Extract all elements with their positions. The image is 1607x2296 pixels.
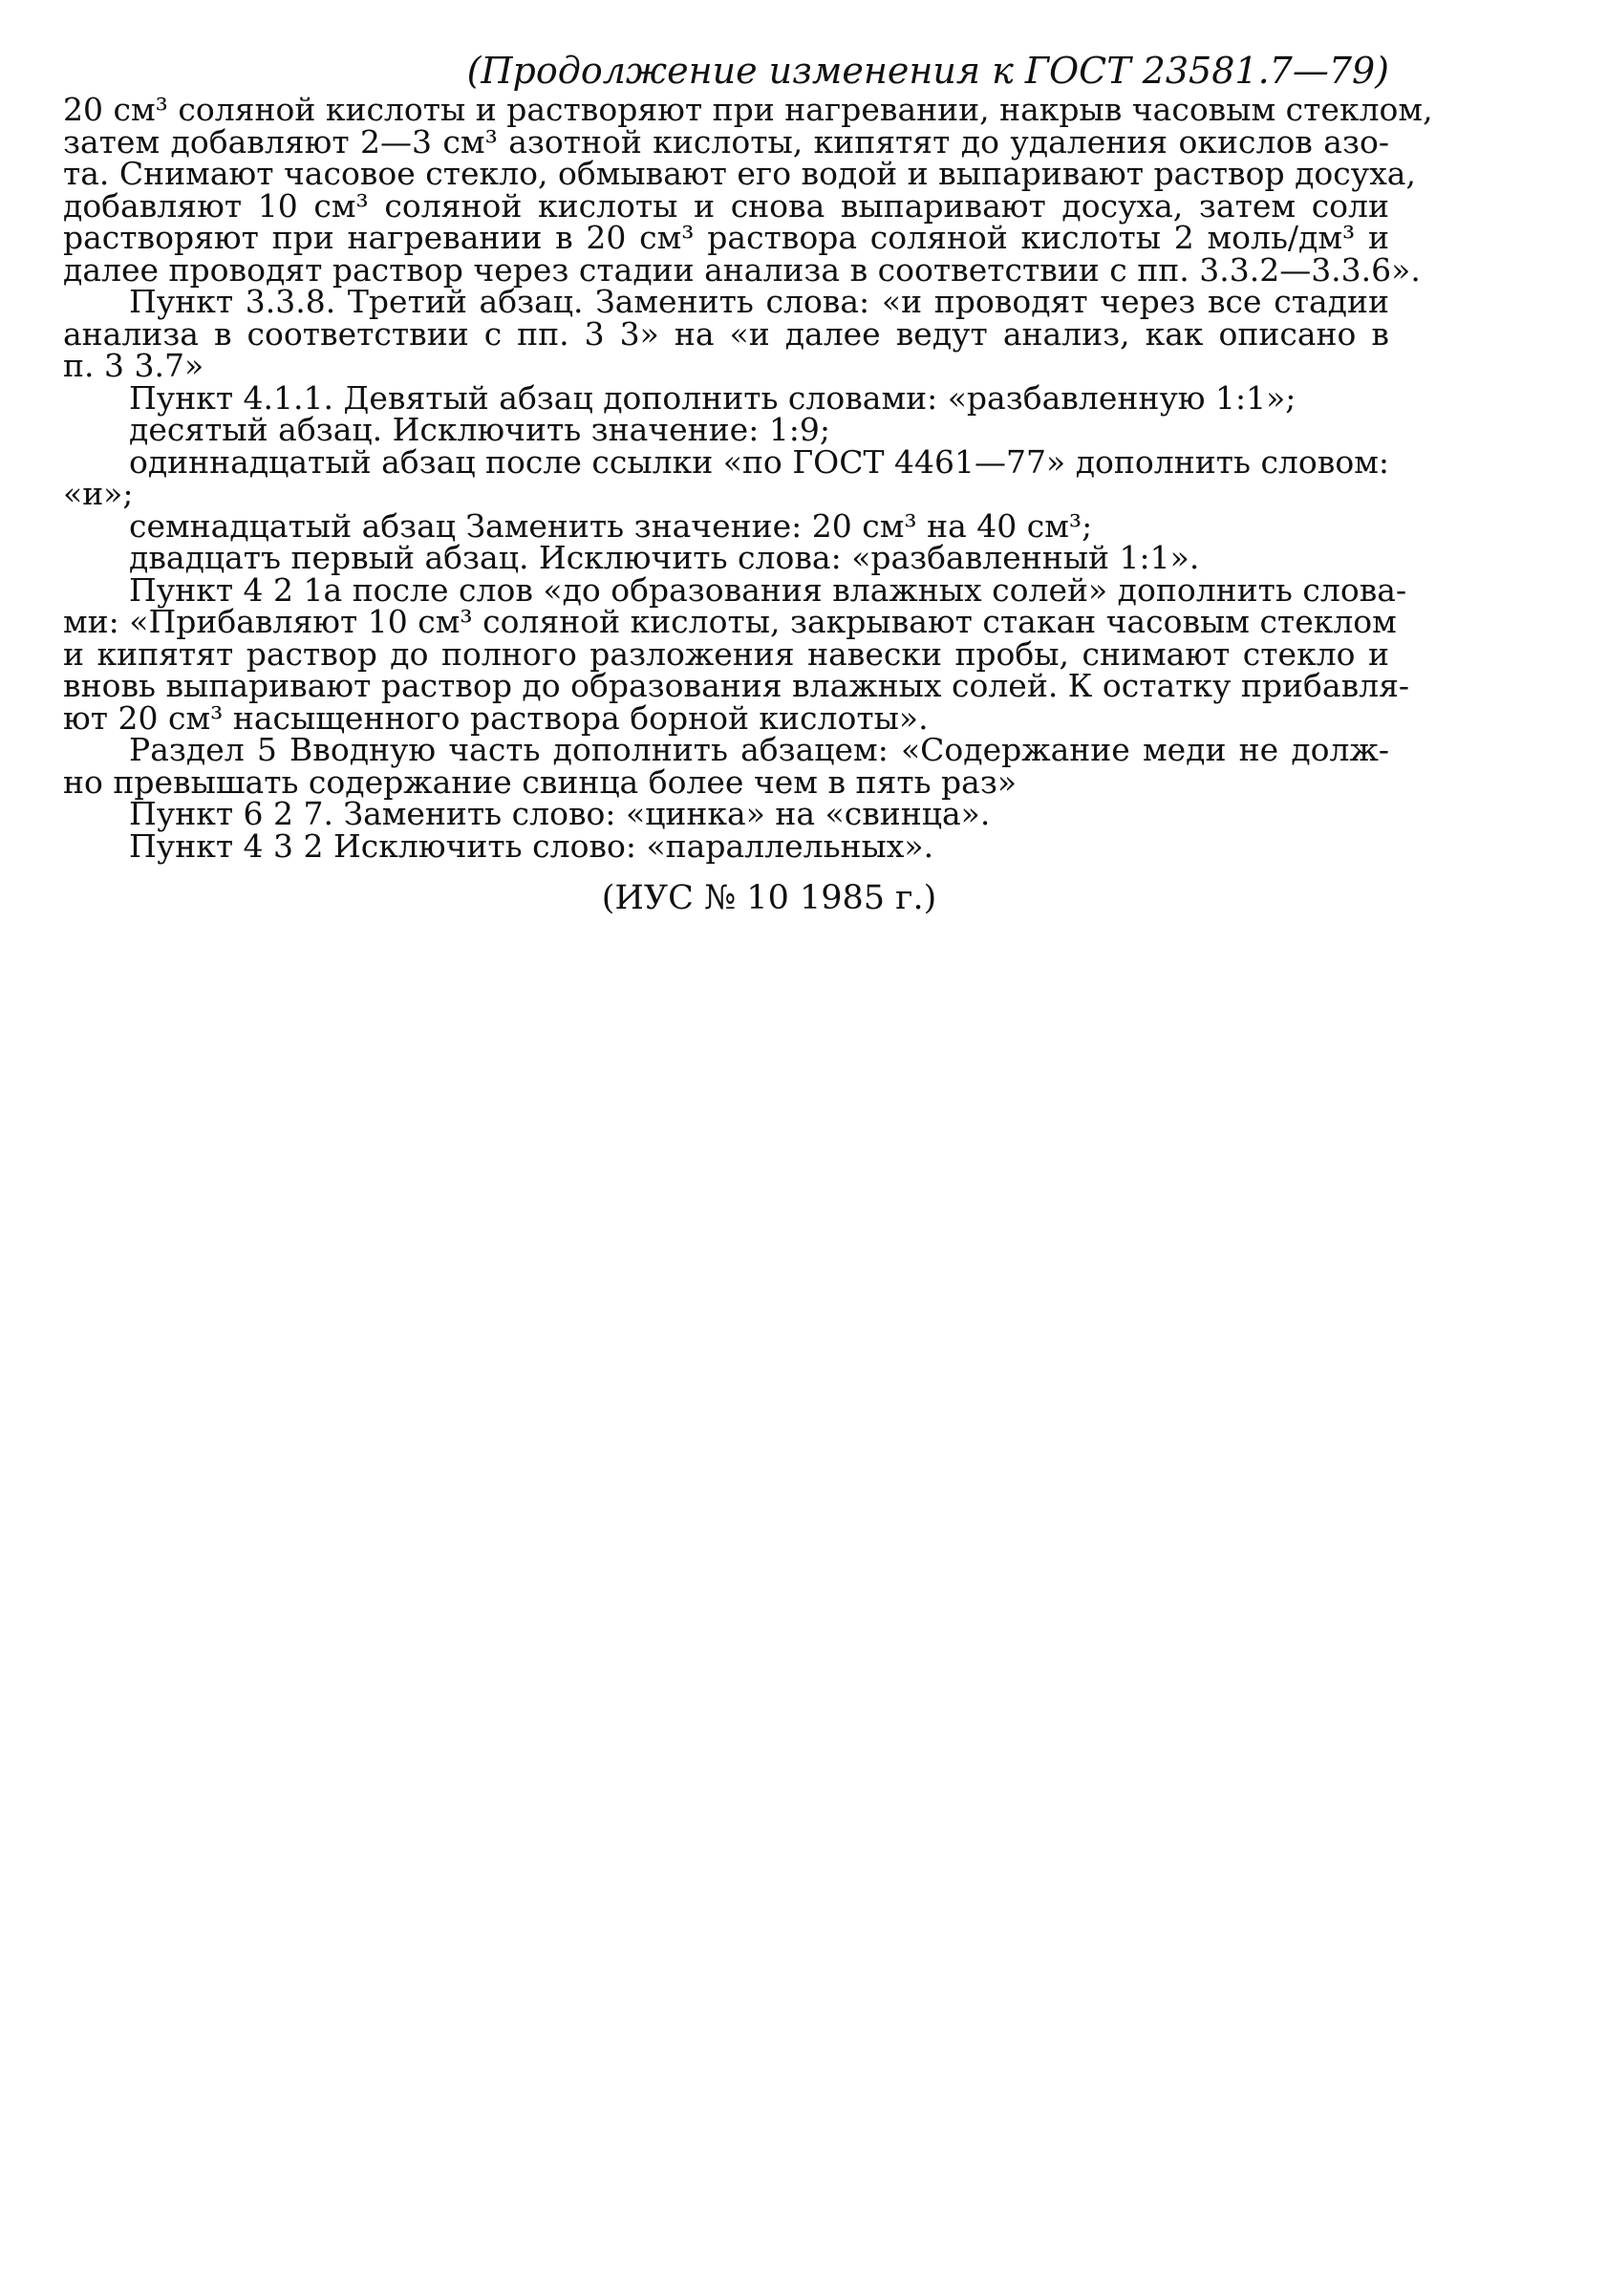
source-reference: (ИУС № 10 1985 г.) xyxy=(601,879,937,917)
paragraph-twenty-first xyxy=(63,539,1389,576)
text-line: Раздел 5 Вводную часть дополнить абзацем: «Содержание меди не долж- xyxy=(129,731,1389,768)
text-line: 20 см³ соляной кислоты и растворяют при нагревании, накрыв часовым стеклом, xyxy=(63,91,1433,128)
text-line: вновь выпаривают раствор до образования влажных солей. К остатку прибавля- xyxy=(63,667,1410,704)
text-line: семнадцатый абзац Заменить значение: 20 см³ на 40 см³; xyxy=(129,506,1093,545)
text-line: Пункт 4.1.1. Девятый абзац дополнить словами: «разбавленную 1:1»; xyxy=(129,378,1296,417)
text-line: затем добавляют 2—3 см³ азотной кислоты, кипятят до удаления окислов азо- xyxy=(63,122,1389,161)
text-line: анализа в соответствии с пп. 3 3» на «и далее ведут анализ, как описано в xyxy=(63,314,1389,353)
paragraph-seventeenth xyxy=(63,506,1389,545)
text-line: Пункт 4 2 1а после слов «до образования влажных солей» дополнить слова- xyxy=(129,570,1407,609)
text-line: «и»; xyxy=(63,475,134,512)
page-header: (Продолжение изменения к ГОСТ 23581.7—79) xyxy=(466,50,1389,92)
text-line: десятый абзац. Исключить значение: 1:9; xyxy=(129,411,831,448)
text-line: но превышать содержание свинца более чем в пять раз» xyxy=(63,762,1018,801)
paragraph-item-6-2-7 xyxy=(63,795,1389,832)
text-line: одиннадцатый абзац после ссылки «по ГОСТ 4461—77» дополнить словом: xyxy=(129,442,1389,481)
text-line: растворяют при нагревании в 20 см³ раствора соляной кислоты 2 моль/дм³ и xyxy=(63,219,1389,256)
text-line: Пункт 4 3 2 Исключить слово: «параллельных». xyxy=(129,826,934,865)
text-line: и кипятят раствор до полного разложения навески пробы, снимают стекло и xyxy=(63,634,1389,673)
text-line: двадцатъ первый абзац. Исключить слова: «разбавленный 1:1». xyxy=(129,539,1200,576)
text-line: добавляют 10 см³ соляной кислоты и снова выпаривают досуха, затем соли xyxy=(63,186,1389,225)
paragraph-item-4-1-1 xyxy=(63,378,1389,448)
text-line: далее проводят раствор через стадии анализа в соответствии с пп. 3.3.2—3.3.6». xyxy=(63,250,1421,289)
paragraph-section-5 xyxy=(63,731,1389,801)
paragraph-continuation xyxy=(63,91,1433,289)
text-line: Пункт 3.3.8. Третий абзац. Заменить слова: «и проводят через все стадии xyxy=(129,283,1389,320)
text-line: ми: «Прибавляют 10 см³ соляной кислоты, закрывают стакан часовым стеклом xyxy=(63,603,1397,640)
text-line: п. 3 3.7» xyxy=(63,347,204,384)
text-line: та. Снимают часовое стекло, обмывают его водой и выпаривают раствор досуха, xyxy=(63,155,1416,192)
paragraph-item-4-2-1a xyxy=(63,570,1410,737)
paragraph-eleventh xyxy=(63,442,1389,512)
paragraph-item-4-3-2 xyxy=(63,826,1389,865)
text-line: Пункт 6 2 7. Заменить слово: «цинка» на «свинца». xyxy=(129,795,991,832)
text-line: ют 20 см³ насыщенного раствора борной кислоты». xyxy=(63,698,929,737)
document-page xyxy=(63,50,1433,917)
paragraph-item-3-3-8 xyxy=(63,283,1389,384)
